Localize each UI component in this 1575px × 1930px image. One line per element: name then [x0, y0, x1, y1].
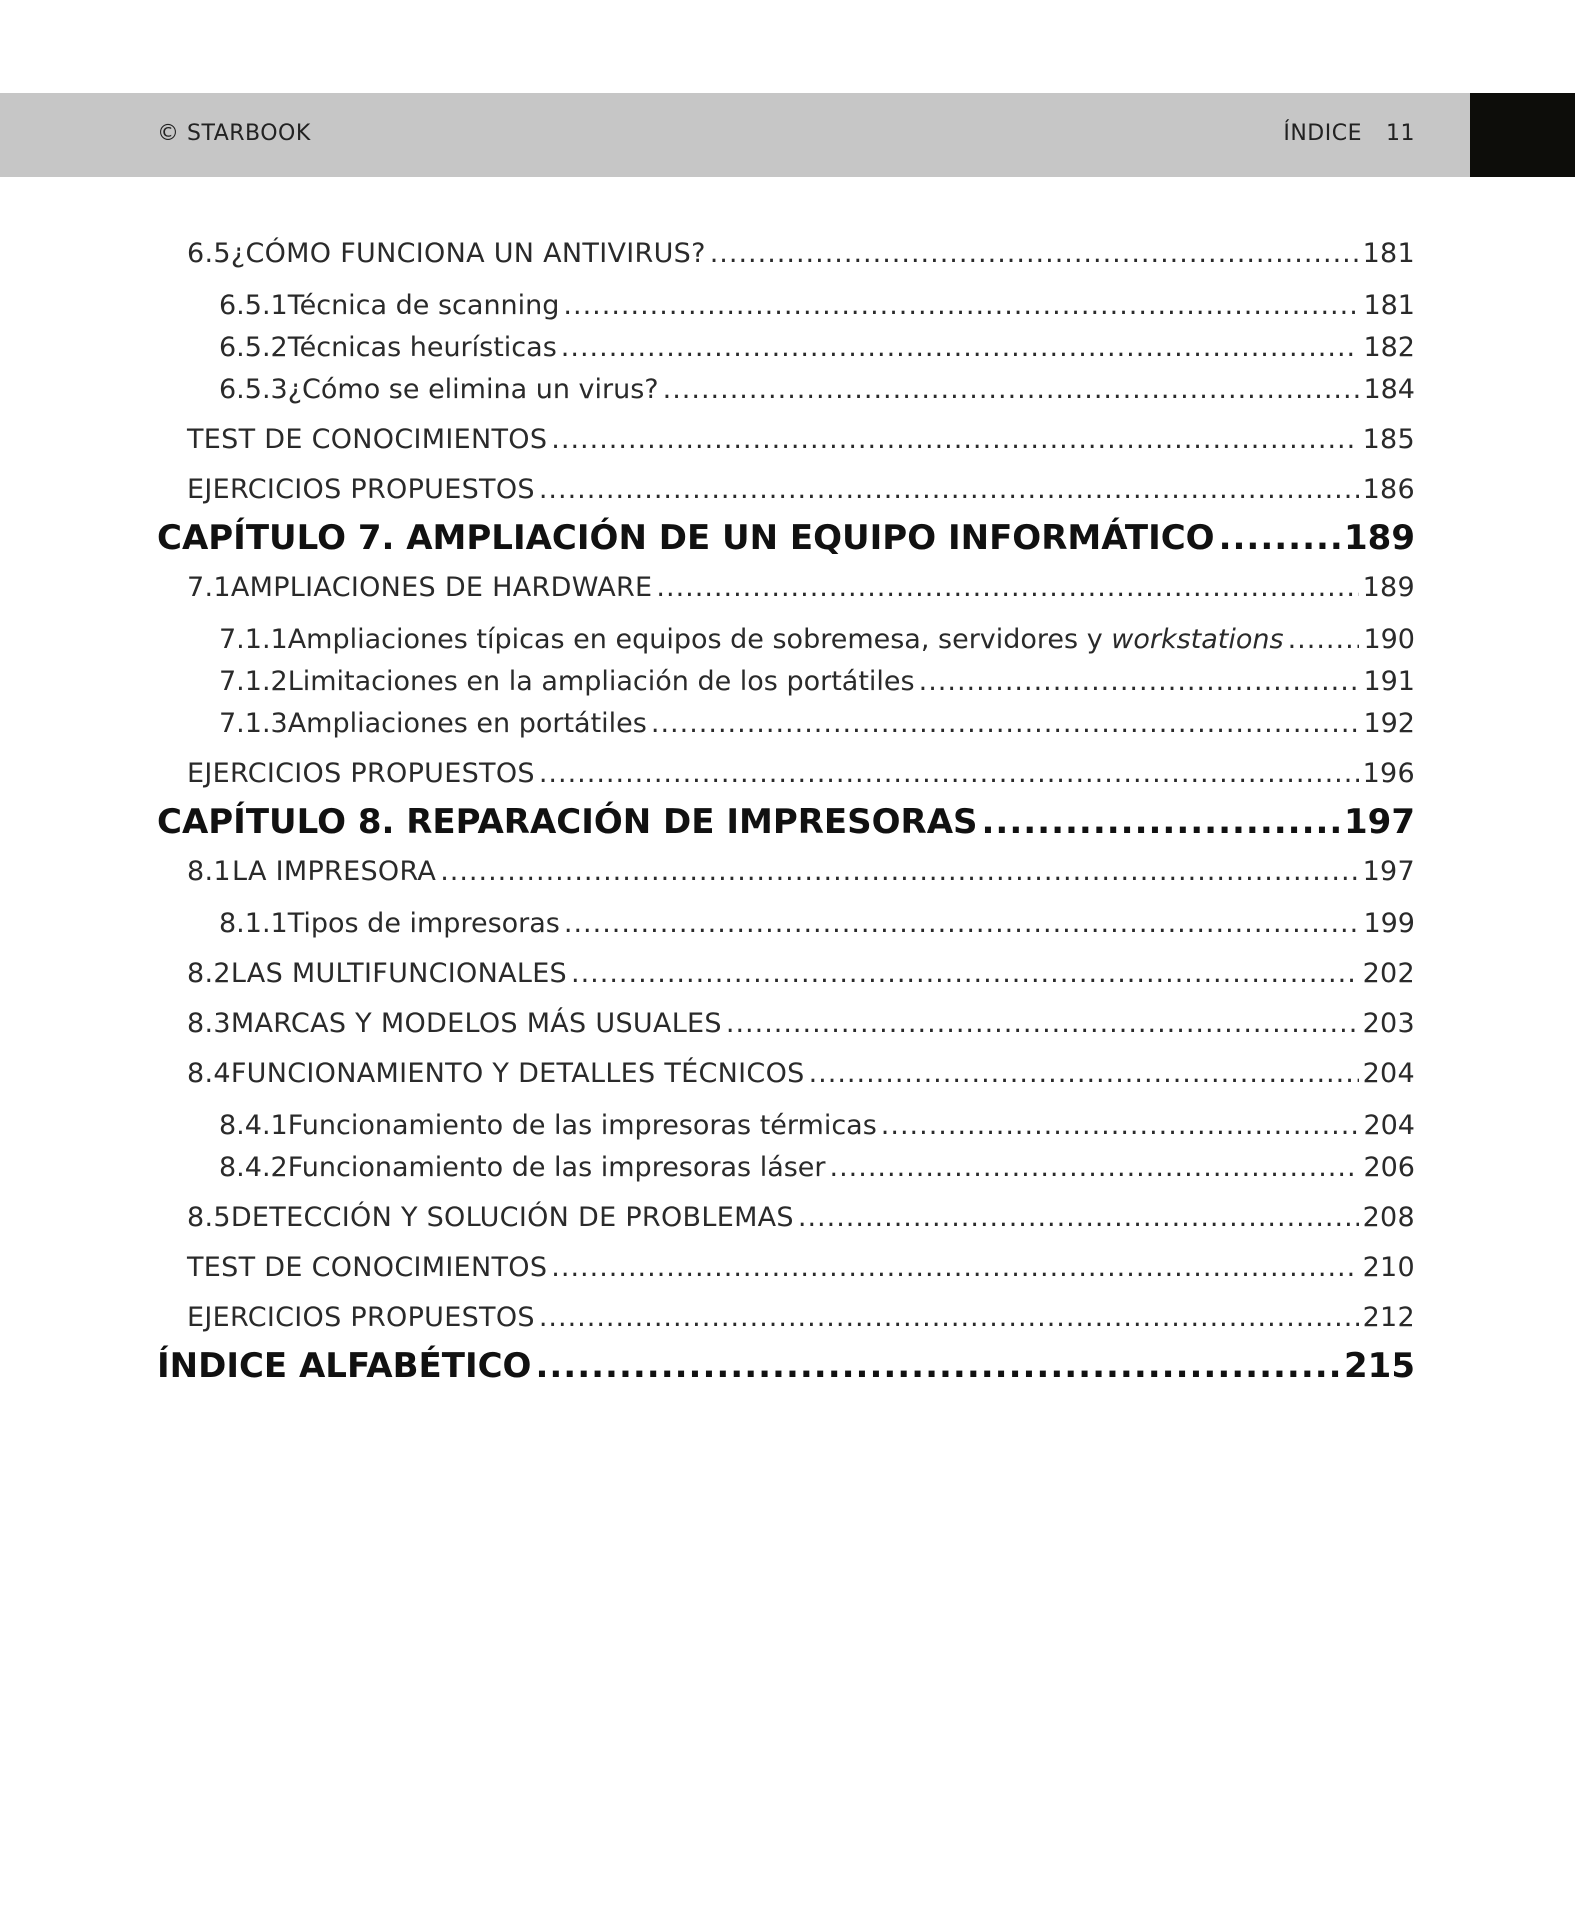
toc-entry — [157, 1202, 1415, 1244]
toc-entry-page: 203 — [1362, 1008, 1415, 1039]
toc-entry-page: 204 — [1363, 1110, 1415, 1141]
toc-entry — [157, 1008, 1415, 1050]
toc-entry-title-italic: workstations — [1111, 624, 1284, 655]
toc-entry-number: 6.5.1 — [219, 290, 288, 321]
toc-entry-title — [288, 1110, 877, 1141]
toc-entry-page: 199 — [1363, 908, 1415, 939]
toc-entry-title-text: ÍNDICE ALFABÉTICO — [157, 1346, 532, 1386]
toc-entry-title — [288, 374, 659, 405]
toc-entry-title — [288, 624, 1284, 655]
toc-entry-title-text: CAPÍTULO 8. REPARACIÓN DE IMPRESORAS — [157, 802, 978, 842]
toc-entry — [157, 290, 1415, 332]
dot-leader — [651, 708, 1360, 739]
toc-entry-page: 197 — [1344, 802, 1415, 842]
dot-leader — [1288, 624, 1360, 655]
dot-leader — [1219, 518, 1340, 558]
toc-entry — [157, 1252, 1415, 1294]
toc-entry-title-text: AMPLIACIONES DE HARDWARE — [230, 572, 653, 603]
toc-entry-page: 212 — [1362, 1302, 1415, 1333]
dot-leader — [982, 802, 1341, 842]
toc-entry-page: 189 — [1344, 518, 1415, 558]
dot-leader — [539, 758, 1359, 789]
toc-entry-title — [288, 908, 560, 939]
toc-entry — [157, 424, 1415, 466]
toc-entry-number: 8.4.2 — [219, 1152, 288, 1183]
toc-entry-title-text: Técnicas heurísticas — [287, 332, 557, 363]
toc-entry-number: 6.5 — [187, 238, 231, 269]
toc-entry — [157, 518, 1415, 572]
toc-entry-title — [231, 1202, 794, 1233]
dot-leader — [830, 1152, 1360, 1183]
toc-entry-number: 8.4 — [187, 1058, 231, 1089]
toc-entry-page: 210 — [1362, 1252, 1415, 1283]
toc-entry-title-text: TEST DE CONOCIMIENTOS — [187, 1252, 548, 1283]
dot-leader — [656, 572, 1358, 603]
toc-entry-title — [231, 1058, 805, 1089]
toc-entry-page: 197 — [1362, 856, 1415, 887]
toc-entry — [157, 474, 1415, 516]
toc-entry-title — [231, 958, 567, 989]
page-number: 11 — [1386, 121, 1415, 146]
toc-entry-title — [157, 802, 978, 842]
toc-entry-page: 204 — [1362, 1058, 1415, 1089]
dot-leader — [710, 238, 1359, 269]
toc-entry-page: 182 — [1363, 332, 1415, 363]
dot-leader — [535, 1346, 1340, 1386]
toc-entry — [157, 958, 1415, 1000]
toc-entry-title — [187, 758, 535, 789]
toc-entry-title-text: EJERCICIOS PROPUESTOS — [187, 758, 535, 789]
toc-entry-title-text: EJERCICIOS PROPUESTOS — [187, 1302, 535, 1333]
toc-entry — [157, 1110, 1415, 1152]
dot-leader — [919, 666, 1360, 697]
toc-entry-number: 8.1.1 — [219, 908, 288, 939]
toc-entry-title-text: Limitaciones en la ampliación de los portátiles — [287, 666, 915, 697]
dot-leader — [440, 856, 1358, 887]
toc-entry-number: 7.1.1 — [219, 624, 288, 655]
toc-entry-number: 8.4.1 — [219, 1110, 288, 1141]
toc-entry-title — [231, 572, 653, 603]
toc-entry — [157, 332, 1415, 374]
table-of-contents — [157, 238, 1415, 1400]
publisher-label: © STARBOOK — [157, 121, 311, 146]
toc-entry-title-text: Ampliaciones típicas en equipos de sobremesa, servidores y — [287, 624, 1112, 655]
toc-entry — [157, 374, 1415, 416]
toc-entry-number: 7.1 — [187, 572, 231, 603]
toc-entry-page: 192 — [1363, 708, 1415, 739]
toc-entry-title-text: Ampliaciones en portátiles — [287, 708, 647, 739]
toc-entry-number: 7.1.2 — [219, 666, 288, 697]
toc-entry-title-text: ¿CÓMO FUNCIONA UN ANTIVIRUS? — [230, 238, 706, 269]
toc-entry-number: 8.5 — [187, 1202, 231, 1233]
toc-entry-page: 191 — [1363, 666, 1415, 697]
toc-entry-page: 202 — [1362, 958, 1415, 989]
section-label: ÍNDICE — [1283, 121, 1362, 146]
toc-entry-page: 186 — [1362, 474, 1415, 505]
toc-entry-title-text: CAPÍTULO 7. AMPLIACIÓN DE UN EQUIPO INFORMÁTICO — [157, 518, 1215, 558]
toc-entry-title — [187, 474, 535, 505]
toc-entry — [157, 572, 1415, 614]
dot-leader — [551, 424, 1358, 455]
toc-entry-title — [231, 1008, 722, 1039]
dot-leader — [561, 332, 1360, 363]
dot-leader — [539, 474, 1359, 505]
dot-leader — [539, 1302, 1359, 1333]
toc-entry-title-text: LA IMPRESORA — [231, 856, 437, 887]
dot-leader — [563, 290, 1359, 321]
toc-entry-title — [288, 290, 560, 321]
toc-entry — [157, 908, 1415, 950]
toc-entry-title-text: Funcionamiento de las impresoras láser — [287, 1152, 826, 1183]
toc-entry — [157, 802, 1415, 856]
toc-entry-number: 6.5.2 — [219, 332, 288, 363]
toc-entry-page: 208 — [1362, 1202, 1415, 1233]
toc-entry-number: 7.1.3 — [219, 708, 288, 739]
toc-entry-title — [157, 1346, 531, 1386]
toc-entry — [157, 666, 1415, 708]
toc-entry-title — [231, 238, 706, 269]
toc-entry-page: 215 — [1344, 1346, 1415, 1386]
dot-leader — [551, 1252, 1358, 1283]
toc-entry-title-text: Funcionamiento de las impresoras térmicas — [287, 1110, 877, 1141]
toc-entry-number: 8.1 — [187, 856, 231, 887]
dot-leader — [663, 374, 1360, 405]
toc-entry-title-text: Tipos de impresoras — [287, 908, 560, 939]
dot-leader — [881, 1110, 1360, 1141]
toc-entry-title — [288, 1152, 826, 1183]
toc-entry-page: 181 — [1363, 290, 1415, 321]
toc-entry-page: 190 — [1363, 624, 1415, 655]
dot-leader — [564, 908, 1360, 939]
toc-entry-title-text: Técnica de scanning — [287, 290, 560, 321]
toc-entry-title — [232, 856, 436, 887]
toc-entry-page: 206 — [1363, 1152, 1415, 1183]
toc-entry — [157, 1058, 1415, 1100]
toc-entry — [157, 856, 1415, 898]
toc-entry-title-text: ¿Cómo se elimina un virus? — [287, 374, 659, 405]
toc-entry — [157, 1152, 1415, 1194]
dot-leader — [809, 1058, 1359, 1089]
toc-entry — [157, 758, 1415, 800]
toc-entry-number: 6.5.3 — [219, 374, 288, 405]
dot-leader — [571, 958, 1359, 989]
toc-entry-number: 8.2 — [187, 958, 231, 989]
toc-entry-page: 184 — [1363, 374, 1415, 405]
toc-entry-title — [288, 708, 647, 739]
toc-entry — [157, 708, 1415, 750]
toc-entry-title-text: EJERCICIOS PROPUESTOS — [187, 474, 535, 505]
toc-entry — [157, 238, 1415, 280]
toc-entry-page: 181 — [1362, 238, 1415, 269]
toc-entry-page: 185 — [1362, 424, 1415, 455]
toc-entry-title-text: DETECCIÓN Y SOLUCIÓN DE PROBLEMAS — [230, 1202, 794, 1233]
toc-entry-title — [288, 332, 557, 363]
toc-entry-title — [187, 1252, 547, 1283]
toc-entry-title — [187, 1302, 535, 1333]
toc-entry-page: 196 — [1362, 758, 1415, 789]
toc-entry-title-text: FUNCIONAMIENTO Y DETALLES TÉCNICOS — [230, 1058, 805, 1089]
toc-entry-number: 8.3 — [187, 1008, 231, 1039]
toc-entry-title — [288, 666, 915, 697]
toc-entry-title-text: MARCAS Y MODELOS MÁS USUALES — [230, 1008, 722, 1039]
toc-entry — [157, 1302, 1415, 1344]
toc-entry-title — [157, 518, 1215, 558]
toc-entry — [157, 1346, 1415, 1400]
toc-entry-title-text: TEST DE CONOCIMIENTOS — [187, 424, 548, 455]
toc-entry — [157, 624, 1415, 666]
toc-entry-page: 189 — [1362, 572, 1415, 603]
toc-entry-title-text: LAS MULTIFUNCIONALES — [230, 958, 568, 989]
dot-leader — [798, 1202, 1359, 1233]
dot-leader — [726, 1008, 1359, 1039]
chapter-thumb-tab — [1470, 93, 1575, 177]
header-right — [1283, 121, 1415, 146]
toc-entry-title — [187, 424, 547, 455]
